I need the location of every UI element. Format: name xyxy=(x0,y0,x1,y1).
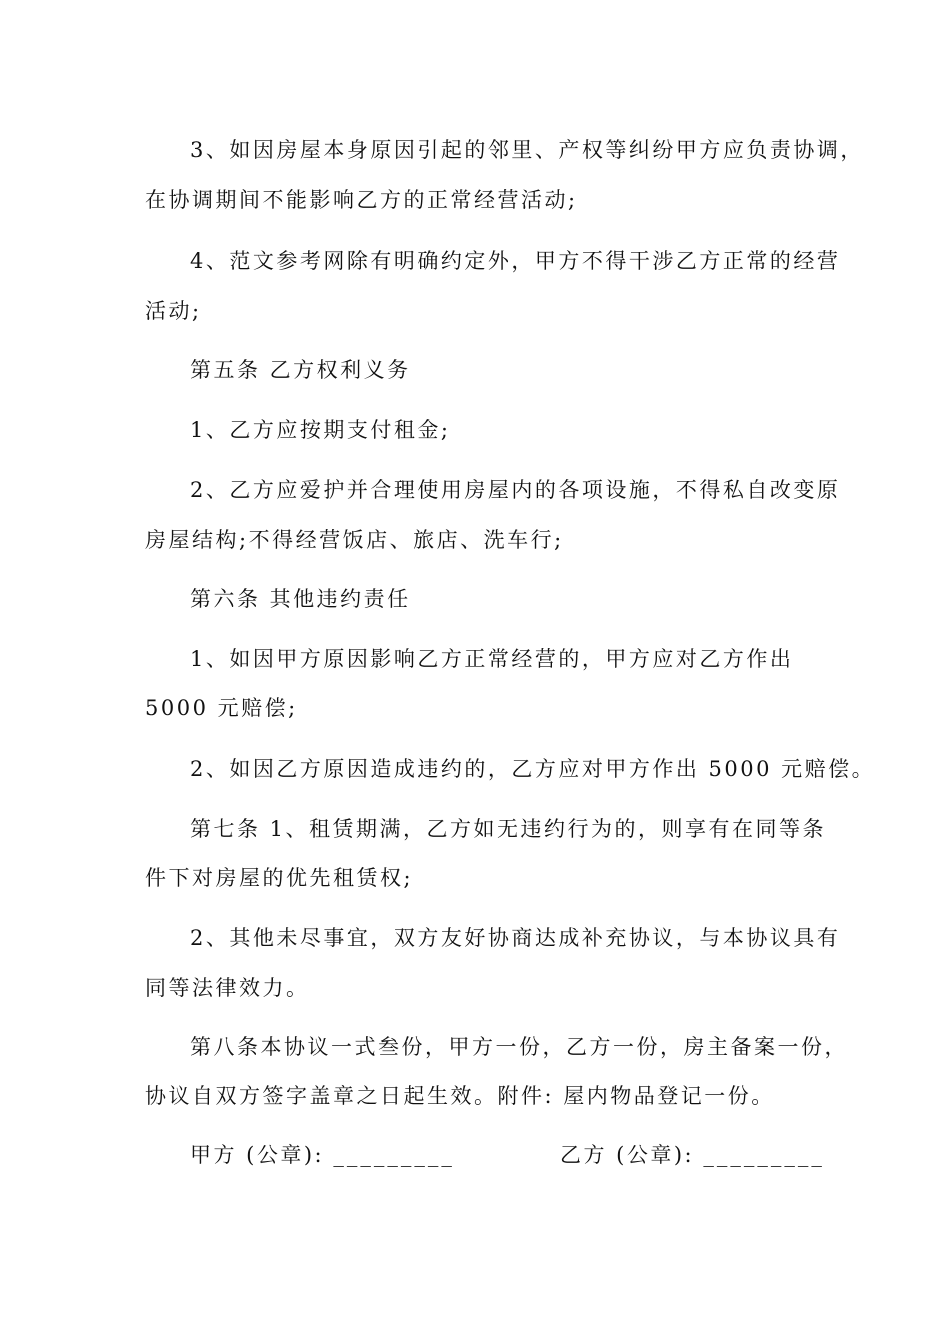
article-6-heading: 第六条 其他违约责任 xyxy=(190,587,411,611)
article-7-line-1: 第七条 1、租赁期满，乙方如无违约行为的，则享有在同等条 xyxy=(190,817,827,841)
article-8-line-2: 协议自双方签字盖章之日起生效。附件: 屋内物品登记一份。 xyxy=(145,1084,775,1108)
clause-6-item-2: 2、如因乙方原因造成违约的，乙方应对甲方作出 5000 元赔偿。 xyxy=(190,757,876,781)
clause-5-item-2-line-1: 2、乙方应爱护并合理使用房屋内的各项设施，不得私自改变原 xyxy=(190,478,841,502)
clause-4-item-3-line-2: 在协调期间不能影响乙方的正常经营活动; xyxy=(145,188,578,212)
party-b-label: 乙方 (公章): xyxy=(560,1143,695,1167)
signature-party-a xyxy=(190,1141,455,1169)
clause-5-item-1: 1、乙方应按期支付租金; xyxy=(190,418,451,442)
clause-6-item-1-line-2: 5000 元赔偿; xyxy=(145,696,298,720)
party-a-label: 甲方 (公章): xyxy=(190,1143,325,1167)
clause-7-item-2-line-2: 同等法律效力。 xyxy=(145,976,310,1000)
clause-5-item-2-line-2: 房屋结构;不得经营饭店、旅店、洗车行; xyxy=(145,528,564,552)
clause-7-item-2-line-1: 2、其他未尽事宜，双方友好协商达成补充协议，与本协议具有 xyxy=(190,926,841,950)
clause-6-item-1-line-1: 1、如因甲方原因影响乙方正常经营的，甲方应对乙方作出 xyxy=(190,647,794,671)
clause-4-item-4-line-1: 4、范文参考网除有明确约定外，甲方不得干涉乙方正常的经营 xyxy=(190,249,841,273)
signature-party-b xyxy=(560,1141,825,1169)
article-8-line-1: 第八条本协议一式叁份，甲方一份，乙方一份，房主备案一份， xyxy=(190,1035,848,1059)
clause-4-item-3-line-1: 3、如因房屋本身原因引起的邻里、产权等纠纷甲方应负责协调， xyxy=(190,138,864,162)
article-7-line-2: 件下对房屋的优先租赁权; xyxy=(145,866,414,890)
party-a-signature-blank: _________ xyxy=(333,1143,455,1167)
clause-4-item-4-line-2: 活动; xyxy=(145,299,202,323)
article-5-heading: 第五条 乙方权利义务 xyxy=(190,358,411,382)
party-b-signature-blank: _________ xyxy=(703,1143,825,1167)
